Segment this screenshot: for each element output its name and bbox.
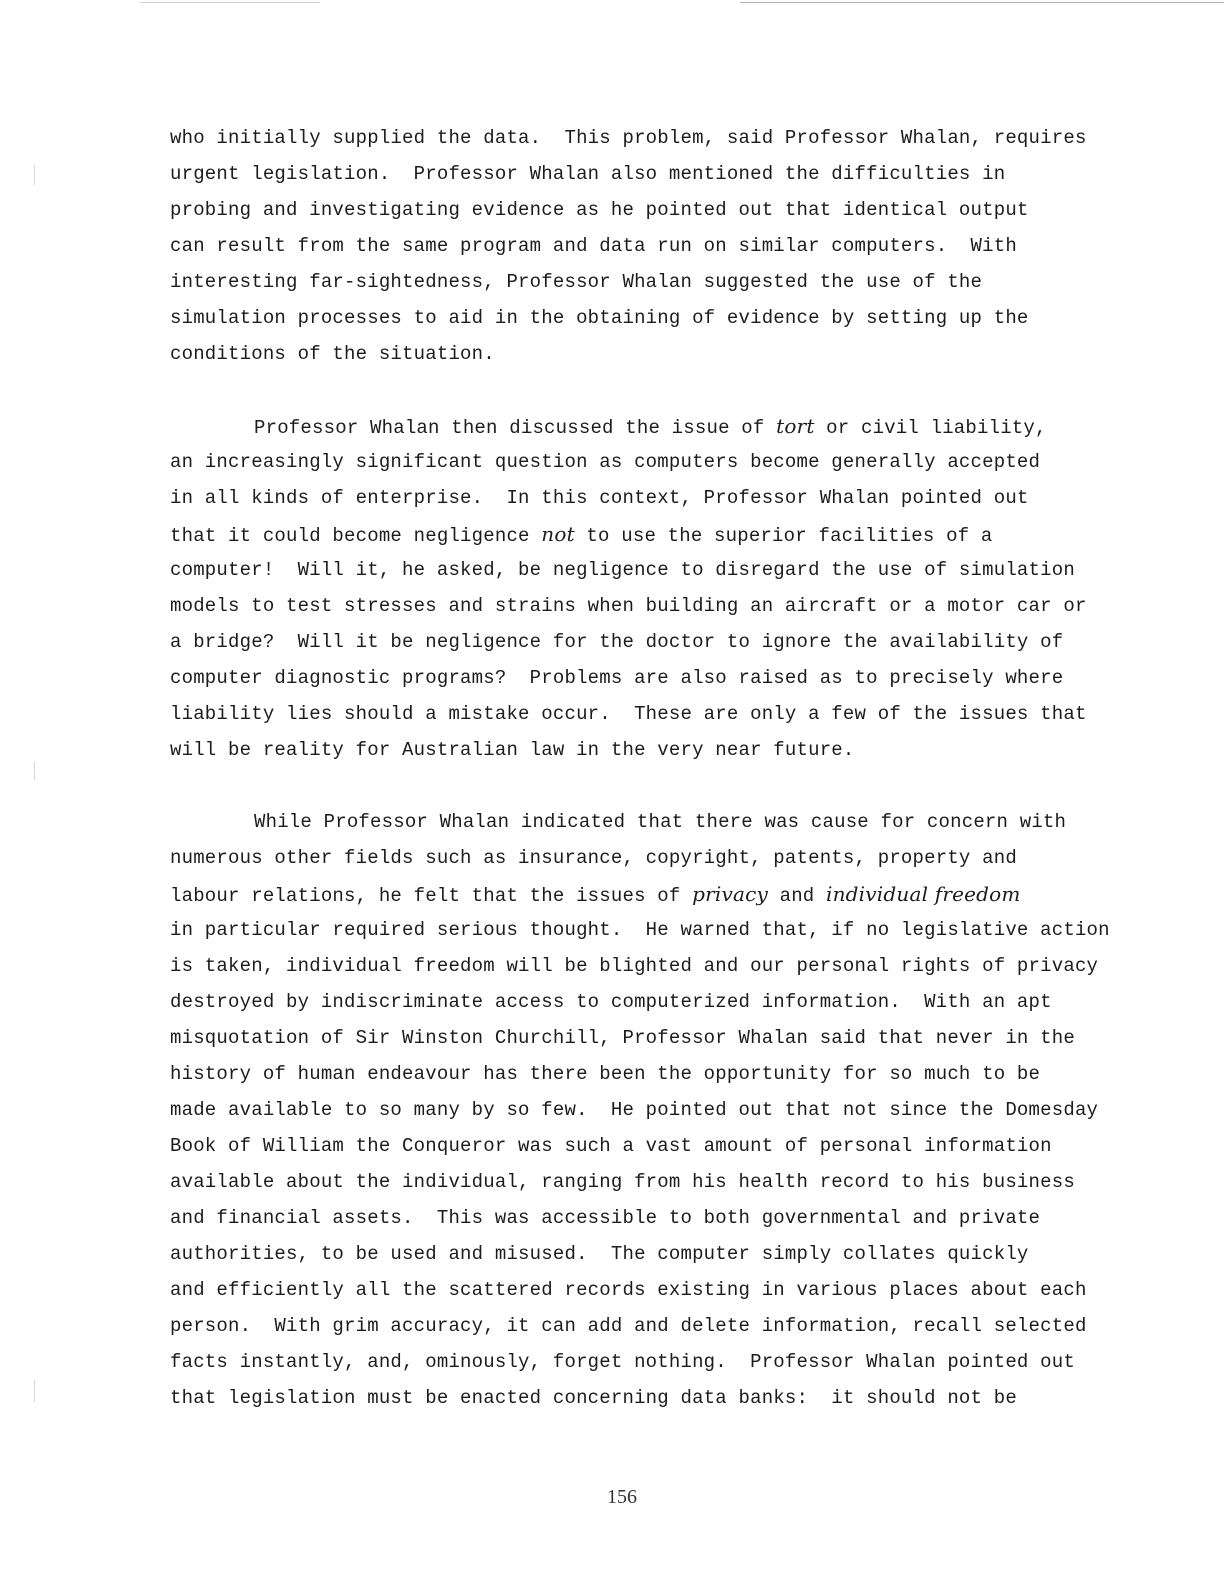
italic-term: tort (776, 414, 815, 438)
paragraph-spacer (170, 372, 1170, 408)
italic-term: individual freedom (826, 882, 1021, 906)
text-line: in all kinds of enterprise. In this context, Professor Whalan pointed out (170, 487, 1029, 509)
text-line: and financial assets. This was accessible to both governmental and private (170, 1207, 1041, 1229)
text-line: conditions of the situation. (170, 343, 495, 365)
italic-term: not (541, 522, 575, 546)
text-segment: to use the superior facilities of a (574, 525, 993, 547)
text-line: history of human endeavour has there been the opportunity for so much to be (170, 1063, 1041, 1085)
paragraph-2 (170, 408, 1170, 768)
text-segment: that it could become negligence (170, 525, 542, 547)
italic-term: privacy (692, 882, 768, 906)
top-scan-rule-left (140, 2, 320, 3)
page-number: 156 (607, 1486, 637, 1508)
text-line: will be reality for Australian law in the very near future. (170, 739, 855, 761)
text-line (170, 516, 1170, 552)
paragraph-1 (170, 120, 1170, 372)
text-line: computer! Will it, he asked, be negligence to disregard the use of simulation (170, 559, 1075, 581)
text-line (170, 408, 1170, 444)
text-line: misquotation of Sir Winston Churchill, Professor Whalan said that never in the (170, 1027, 1075, 1049)
text-line: probing and investigating evidence as he pointed out that identical output (170, 199, 1029, 221)
paragraph-spacer (170, 768, 1170, 804)
text-line: authorities, to be used and misused. The computer simply collates quickly (170, 1243, 1029, 1265)
text-line: liability lies should a mistake occur. These are only a few of the issues that (170, 703, 1087, 725)
text-line: computer diagnostic programs? Problems are also raised as to precisely where (170, 667, 1064, 689)
text-line: destroyed by indiscriminate access to computerized information. With an apt (170, 991, 1052, 1013)
text-line: that legislation must be enacted concerning data banks: it should not be (170, 1387, 1017, 1409)
text-line: numerous other fields such as insurance, copyright, patents, property and (170, 847, 1017, 869)
text-line: interesting far-sightedness, Professor Whalan suggested the use of the (170, 271, 983, 293)
margin-scan-mark (34, 1380, 35, 1402)
text-line: in particular required serious thought. He warned that, if no legislative action (170, 919, 1110, 941)
text-line: While Professor Whalan indicated that there was cause for concern with (254, 811, 1067, 833)
text-line: is taken, individual freedom will be blighted and our personal rights of privacy (170, 955, 1099, 977)
top-scan-rule-right (740, 2, 1224, 3)
text-line: simulation processes to aid in the obtaining of evidence by setting up the (170, 307, 1029, 329)
text-line: an increasingly significant question as computers become generally accepted (170, 451, 1041, 473)
text-segment: labour relations, he felt that the issues of (170, 885, 693, 907)
text-segment: or civil liability, (814, 417, 1047, 439)
text-line: can result from the same program and data run on similar computers. With (170, 235, 1017, 257)
text-line: and efficiently all the scattered records existing in various places about each (170, 1279, 1087, 1301)
text-segment: and (767, 885, 826, 907)
text-line: models to test stresses and strains when building an aircraft or a motor car or (170, 595, 1087, 617)
text-line: a bridge? Will it be negligence for the doctor to ignore the availability of (170, 631, 1064, 653)
text-line: available about the individual, ranging from his health record to his business (170, 1171, 1075, 1193)
text-segment: Professor Whalan then discussed the issue of (254, 417, 777, 439)
margin-scan-mark (34, 165, 35, 185)
page-body (170, 120, 1170, 1416)
text-line: Book of William the Conqueror was such a vast amount of personal information (170, 1135, 1052, 1157)
paragraph-3 (170, 804, 1170, 1416)
text-line: urgent legislation. Professor Whalan also mentioned the difficulties in (170, 163, 1006, 185)
text-line (170, 876, 1170, 912)
text-line: facts instantly, and, ominously, forget nothing. Professor Whalan pointed out (170, 1351, 1075, 1373)
text-line: person. With grim accuracy, it can add and delete information, recall selected (170, 1315, 1087, 1337)
text-line: who initially supplied the data. This problem, said Professor Whalan, requires (170, 127, 1087, 149)
text-line: made available to so many by so few. He pointed out that not since the Domesday (170, 1099, 1099, 1121)
margin-scan-mark (34, 762, 35, 780)
